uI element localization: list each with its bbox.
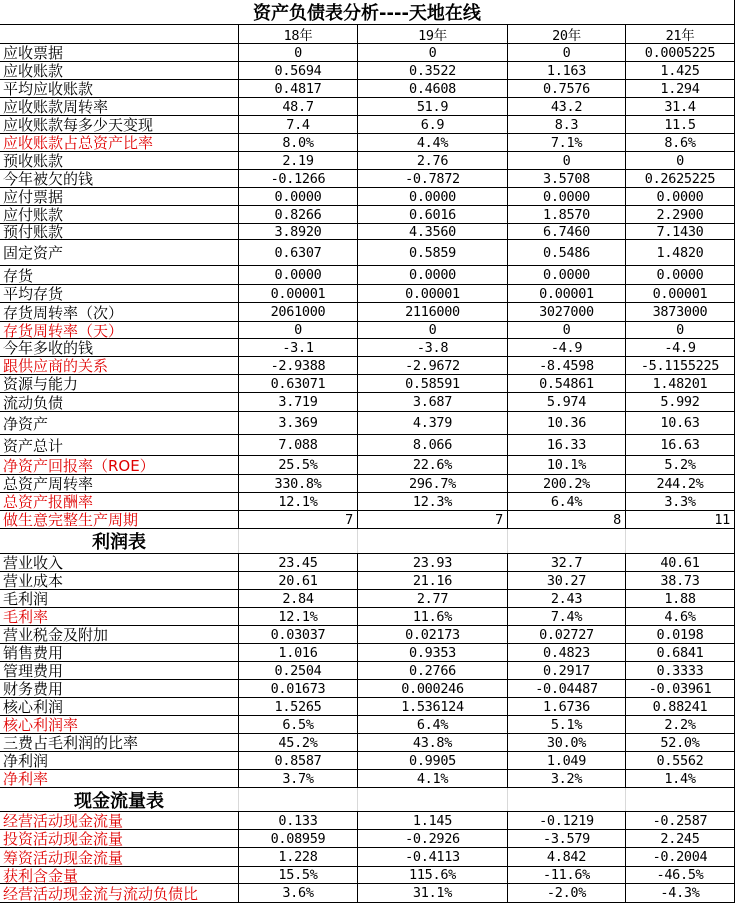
value-cell[interactable]: 51.9: [358, 98, 508, 115]
row-label[interactable]: 投资活动现金流量: [0, 830, 239, 847]
row-label[interactable]: 筹资活动现金流量: [0, 848, 239, 866]
value-cell[interactable]: 1.425: [626, 62, 735, 79]
value-cell[interactable]: 0.133: [239, 812, 358, 829]
value-cell[interactable]: 7: [358, 511, 508, 528]
value-cell[interactable]: -0.03961: [626, 680, 735, 697]
value-cell[interactable]: 0.5562: [626, 752, 735, 769]
row-label[interactable]: 存货周转率（天）: [0, 322, 239, 338]
value-cell[interactable]: 6.7460: [508, 224, 626, 239]
value-cell[interactable]: 21.16: [358, 572, 508, 589]
row-label[interactable]: 管理费用: [0, 662, 239, 679]
value-cell[interactable]: 11.6%: [358, 608, 508, 625]
table-row: [0, 224, 735, 240]
value-cell[interactable]: -5.1155225: [626, 357, 735, 374]
value-cell[interactable]: 1.049: [508, 752, 626, 769]
row-label[interactable]: 资产总计: [0, 435, 239, 455]
value-cell[interactable]: 0.3333: [626, 662, 735, 679]
value-cell[interactable]: 12.1%: [239, 608, 358, 625]
row-label[interactable]: 净利率: [0, 770, 239, 787]
value-cell[interactable]: -0.2926: [358, 830, 508, 847]
row-label[interactable]: 毛利润: [0, 590, 239, 607]
value-cell[interactable]: 16.63: [626, 435, 735, 455]
value-cell[interactable]: 0.0000: [239, 266, 358, 284]
value-cell[interactable]: 0.0000: [358, 188, 508, 205]
value-cell[interactable]: 2.19: [239, 152, 358, 169]
table-row: [0, 303, 735, 322]
value-cell[interactable]: 7.1430: [626, 224, 735, 239]
value-cell[interactable]: 0.08959: [239, 830, 358, 847]
row-label[interactable]: 获利含金量: [0, 867, 239, 883]
value-cell[interactable]: 0.6307: [239, 240, 358, 265]
table-row: [0, 867, 735, 884]
value-cell[interactable]: 10.36: [508, 412, 626, 434]
value-cell[interactable]: 0.8266: [239, 206, 358, 223]
value-cell[interactable]: 1.536124: [358, 698, 508, 715]
value-cell[interactable]: -0.04487: [508, 680, 626, 697]
value-cell[interactable]: 5.974: [508, 393, 626, 411]
value-cell[interactable]: 3.3%: [626, 493, 735, 510]
year-header-3[interactable]: 21年: [626, 25, 735, 43]
empty-cell[interactable]: [358, 788, 508, 811]
table-row: [0, 830, 735, 848]
value-cell[interactable]: 3873000: [626, 303, 735, 321]
value-cell[interactable]: 40.61: [626, 554, 735, 571]
value-cell[interactable]: 1.6736: [508, 698, 626, 715]
table-row: [0, 170, 735, 188]
value-cell[interactable]: 2116000: [358, 303, 508, 321]
value-cell[interactable]: 0.02727: [508, 626, 626, 643]
empty-cell[interactable]: [508, 788, 626, 811]
table-row: [0, 412, 735, 435]
value-cell[interactable]: 0.6016: [358, 206, 508, 223]
row-label[interactable]: 应收账款周转率: [0, 98, 239, 115]
row-label[interactable]: 预付账款: [0, 224, 239, 239]
table-row: [0, 770, 735, 788]
table-row: [0, 572, 735, 590]
header-blank-cell[interactable]: [0, 25, 239, 43]
row-label[interactable]: 净资产: [0, 412, 239, 434]
table-row: [0, 456, 735, 475]
value-cell[interactable]: 2.2900: [626, 206, 735, 223]
section-title[interactable]: 现金流量表: [0, 788, 239, 811]
value-cell[interactable]: 0.5694: [239, 62, 358, 79]
row-label[interactable]: 跟供应商的关系: [0, 357, 239, 374]
table-row: [0, 626, 735, 644]
value-cell[interactable]: 7.1%: [508, 134, 626, 151]
table-row: [0, 44, 735, 62]
value-cell[interactable]: 8.0%: [239, 134, 358, 151]
value-cell[interactable]: 1.5265: [239, 698, 358, 715]
row-label[interactable]: 应付票据: [0, 188, 239, 205]
row-label[interactable]: 应收账款每多少天变现: [0, 116, 239, 133]
value-cell[interactable]: 0.4817: [239, 80, 358, 97]
title-row: [0, 0, 735, 25]
value-cell[interactable]: 0.0000: [239, 188, 358, 205]
value-cell[interactable]: 5.992: [626, 393, 735, 411]
row-label[interactable]: 今年多收的钱: [0, 339, 239, 356]
value-cell[interactable]: 0.2625225: [626, 170, 735, 187]
value-cell[interactable]: 1.8570: [508, 206, 626, 223]
value-cell[interactable]: 7.4%: [508, 608, 626, 625]
value-cell[interactable]: -0.7872: [358, 170, 508, 187]
section-title[interactable]: 利润表: [0, 529, 239, 553]
value-cell[interactable]: 3.2%: [508, 770, 626, 787]
value-cell[interactable]: 4.3560: [358, 224, 508, 239]
value-cell[interactable]: 8.6%: [626, 134, 735, 151]
value-cell[interactable]: 25.5%: [239, 456, 358, 474]
value-cell[interactable]: -4.3%: [626, 884, 735, 902]
table-row: [0, 511, 735, 529]
value-cell[interactable]: 3.719: [239, 393, 358, 411]
value-cell[interactable]: 31.1%: [358, 884, 508, 902]
value-cell[interactable]: -2.9388: [239, 357, 358, 374]
value-cell[interactable]: 1.48201: [626, 375, 735, 392]
row-label[interactable]: 财务费用: [0, 680, 239, 697]
header-row: [0, 25, 735, 44]
value-cell[interactable]: 0.0000: [508, 266, 626, 284]
value-cell[interactable]: 3027000: [508, 303, 626, 321]
value-cell[interactable]: 1.228: [239, 848, 358, 866]
value-cell[interactable]: 0.0000: [626, 266, 735, 284]
table-row: [0, 644, 735, 662]
value-cell[interactable]: -3.1: [239, 339, 358, 356]
empty-cell[interactable]: [626, 529, 735, 553]
value-cell[interactable]: 0.9353: [358, 644, 508, 661]
value-cell[interactable]: 4.842: [508, 848, 626, 866]
row-label[interactable]: 核心利润率: [0, 716, 239, 733]
table-row: [0, 206, 735, 224]
value-cell[interactable]: -3.8: [358, 339, 508, 356]
value-cell[interactable]: 0: [508, 44, 626, 61]
value-cell[interactable]: -4.9: [626, 339, 735, 356]
value-cell[interactable]: 0.9905: [358, 752, 508, 769]
value-cell[interactable]: 2.245: [626, 830, 735, 847]
value-cell[interactable]: 43.2: [508, 98, 626, 115]
table-row: [0, 188, 735, 206]
empty-cell[interactable]: [626, 788, 735, 811]
table-row: [0, 698, 735, 716]
value-cell[interactable]: 0.03037: [239, 626, 358, 643]
table-row: [0, 812, 735, 830]
value-cell[interactable]: 0.3522: [358, 62, 508, 79]
year-header-0[interactable]: 18年: [239, 25, 358, 43]
value-cell[interactable]: -0.4113: [358, 848, 508, 866]
row-label[interactable]: 总资产周转率: [0, 475, 239, 492]
value-cell[interactable]: 296.7%: [358, 475, 508, 492]
table-row: [0, 393, 735, 412]
value-cell[interactable]: -0.2004: [626, 848, 735, 866]
table-row: [0, 680, 735, 698]
table-row: [0, 98, 735, 116]
value-cell[interactable]: 0: [508, 152, 626, 169]
value-cell[interactable]: 10.1%: [508, 456, 626, 474]
value-cell[interactable]: 8.066: [358, 435, 508, 455]
value-cell[interactable]: 0: [626, 322, 735, 338]
year-header-2[interactable]: 20年: [508, 25, 626, 43]
value-cell[interactable]: 2.84: [239, 590, 358, 607]
table-row: [0, 116, 735, 134]
value-cell[interactable]: 0.88241: [626, 698, 735, 715]
value-cell[interactable]: 0: [239, 322, 358, 338]
row-label[interactable]: 总资产报酬率: [0, 493, 239, 510]
value-cell[interactable]: 23.45: [239, 554, 358, 571]
table-row: [0, 662, 735, 680]
value-cell[interactable]: 0.0000: [626, 188, 735, 205]
value-cell[interactable]: 4.379: [358, 412, 508, 434]
table-row: [0, 357, 735, 375]
value-cell[interactable]: -3.579: [508, 830, 626, 847]
row-label[interactable]: 三费占毛利润的比率: [0, 734, 239, 751]
table-row: [0, 339, 735, 357]
row-label[interactable]: 净资产回报率（ROE）: [0, 456, 239, 474]
value-cell[interactable]: 38.73: [626, 572, 735, 589]
section-profit-header: [0, 529, 735, 554]
value-cell[interactable]: -11.6%: [508, 867, 626, 883]
value-cell[interactable]: 0.2504: [239, 662, 358, 679]
value-cell[interactable]: 0.02173: [358, 626, 508, 643]
value-cell[interactable]: 3.7%: [239, 770, 358, 787]
value-cell[interactable]: 15.5%: [239, 867, 358, 883]
value-cell[interactable]: 1.88: [626, 590, 735, 607]
row-label[interactable]: 存货周转率（次）: [0, 303, 239, 321]
value-cell[interactable]: 3.5708: [508, 170, 626, 187]
value-cell[interactable]: 12.1%: [239, 493, 358, 510]
table-row: [0, 152, 735, 170]
empty-cell[interactable]: [358, 529, 508, 553]
value-cell[interactable]: 10.63: [626, 412, 735, 434]
value-cell[interactable]: 30.0%: [508, 734, 626, 751]
table-row: [0, 608, 735, 626]
value-cell[interactable]: 0.5486: [508, 240, 626, 265]
value-cell[interactable]: 23.93: [358, 554, 508, 571]
value-cell[interactable]: 0.58591: [358, 375, 508, 392]
value-cell[interactable]: 43.8%: [358, 734, 508, 751]
value-cell[interactable]: 0.4608: [358, 80, 508, 97]
value-cell[interactable]: 0.00001: [358, 285, 508, 302]
value-cell[interactable]: 0.5859: [358, 240, 508, 265]
value-cell[interactable]: 11.5: [626, 116, 735, 133]
value-cell[interactable]: -0.1219: [508, 812, 626, 829]
value-cell[interactable]: 0.0005225: [626, 44, 735, 61]
row-label[interactable]: 资源与能力: [0, 375, 239, 392]
table-row: [0, 734, 735, 752]
value-cell[interactable]: 0.0198: [626, 626, 735, 643]
row-label[interactable]: 应收账款占总资产比率: [0, 134, 239, 151]
row-label[interactable]: 经营活动现金流量: [0, 812, 239, 829]
value-cell[interactable]: 5.2%: [626, 456, 735, 474]
value-cell[interactable]: 330.8%: [239, 475, 358, 492]
table-row: [0, 884, 735, 903]
value-cell[interactable]: -8.4598: [508, 357, 626, 374]
value-cell[interactable]: 4.6%: [626, 608, 735, 625]
value-cell[interactable]: -46.5%: [626, 867, 735, 883]
empty-cell[interactable]: [239, 788, 358, 811]
value-cell[interactable]: 115.6%: [358, 867, 508, 883]
value-cell[interactable]: -4.9: [508, 339, 626, 356]
value-cell[interactable]: 20.61: [239, 572, 358, 589]
row-label[interactable]: 应付账款: [0, 206, 239, 223]
value-cell[interactable]: 11: [626, 511, 735, 528]
value-cell[interactable]: 8.3: [508, 116, 626, 133]
value-cell[interactable]: 0.01673: [239, 680, 358, 697]
value-cell[interactable]: 4.1%: [358, 770, 508, 787]
value-cell[interactable]: 7: [239, 511, 358, 528]
value-cell[interactable]: 0: [508, 322, 626, 338]
row-label[interactable]: 今年被欠的钱: [0, 170, 239, 187]
table-row: [0, 266, 735, 285]
value-cell[interactable]: 6.4%: [508, 493, 626, 510]
value-cell[interactable]: 22.6%: [358, 456, 508, 474]
value-cell[interactable]: 2.43: [508, 590, 626, 607]
value-cell[interactable]: 30.27: [508, 572, 626, 589]
table-row: [0, 435, 735, 456]
section-cashflow-header: [0, 788, 735, 812]
value-cell[interactable]: 3.8920: [239, 224, 358, 239]
value-cell[interactable]: 7.4: [239, 116, 358, 133]
year-header-1[interactable]: 19年: [358, 25, 508, 43]
row-label[interactable]: 经营活动现金流与流动负债比: [0, 884, 239, 902]
row-label[interactable]: 固定资产: [0, 240, 239, 265]
value-cell[interactable]: 52.0%: [626, 734, 735, 751]
value-cell[interactable]: 7.088: [239, 435, 358, 455]
value-cell[interactable]: 0.00001: [239, 285, 358, 302]
row-label[interactable]: 营业税金及附加: [0, 626, 239, 643]
table-row: [0, 848, 735, 867]
value-cell[interactable]: 0.54861: [508, 375, 626, 392]
table-row: [0, 240, 735, 266]
value-cell[interactable]: 2.76: [358, 152, 508, 169]
row-label[interactable]: 流动负债: [0, 393, 239, 411]
value-cell[interactable]: 3.687: [358, 393, 508, 411]
value-cell[interactable]: 45.2%: [239, 734, 358, 751]
row-label[interactable]: 平均存货: [0, 285, 239, 302]
value-cell[interactable]: 0.7576: [508, 80, 626, 97]
value-cell[interactable]: 12.3%: [358, 493, 508, 510]
value-cell[interactable]: 2.77: [358, 590, 508, 607]
value-cell[interactable]: 0.6841: [626, 644, 735, 661]
row-label[interactable]: 应收账款: [0, 62, 239, 79]
row-label[interactable]: 存货: [0, 266, 239, 284]
row-label[interactable]: 营业收入: [0, 554, 239, 571]
value-cell[interactable]: 0.00001: [508, 285, 626, 302]
table-row: [0, 375, 735, 393]
value-cell[interactable]: 0.2917: [508, 662, 626, 679]
value-cell[interactable]: 6.9: [358, 116, 508, 133]
value-cell[interactable]: 2.2%: [626, 716, 735, 733]
row-label[interactable]: 应收票据: [0, 44, 239, 61]
value-cell[interactable]: 0.0000: [508, 188, 626, 205]
value-cell[interactable]: -0.1266: [239, 170, 358, 187]
value-cell[interactable]: 0: [626, 152, 735, 169]
row-label[interactable]: 营业成本: [0, 572, 239, 589]
value-cell[interactable]: 4.4%: [358, 134, 508, 151]
row-label[interactable]: 毛利率: [0, 608, 239, 625]
value-cell[interactable]: 200.2%: [508, 475, 626, 492]
value-cell[interactable]: 0.4823: [508, 644, 626, 661]
value-cell[interactable]: 16.33: [508, 435, 626, 455]
value-cell[interactable]: -0.2587: [626, 812, 735, 829]
table-row: [0, 590, 735, 608]
empty-cell[interactable]: [508, 529, 626, 553]
row-label[interactable]: 预收账款: [0, 152, 239, 169]
table-row: [0, 80, 735, 98]
row-label[interactable]: 平均应收账款: [0, 80, 239, 97]
value-cell[interactable]: 0.00001: [626, 285, 735, 302]
table-row: [0, 62, 735, 80]
value-cell[interactable]: 1.163: [508, 62, 626, 79]
table-row: [0, 554, 735, 572]
value-cell[interactable]: -2.0%: [508, 884, 626, 902]
table-row: [0, 322, 735, 339]
value-cell[interactable]: 0: [358, 44, 508, 61]
row-label[interactable]: 核心利润: [0, 698, 239, 715]
value-cell[interactable]: 0.8587: [239, 752, 358, 769]
value-cell[interactable]: 32.7: [508, 554, 626, 571]
value-cell[interactable]: 0: [239, 44, 358, 61]
table-row: [0, 285, 735, 303]
value-cell[interactable]: 1.145: [358, 812, 508, 829]
value-cell[interactable]: 6.5%: [239, 716, 358, 733]
value-cell[interactable]: 1.4%: [626, 770, 735, 787]
table-row: [0, 752, 735, 770]
sheet-title[interactable]: 资产负债表分析----天地在线: [0, 0, 735, 24]
value-cell[interactable]: -2.9672: [358, 357, 508, 374]
value-cell[interactable]: 0.000246: [358, 680, 508, 697]
value-cell[interactable]: 5.1%: [508, 716, 626, 733]
value-cell[interactable]: 8: [508, 511, 626, 528]
empty-cell[interactable]: [239, 529, 358, 553]
value-cell[interactable]: 1.294: [626, 80, 735, 97]
value-cell[interactable]: 0.0000: [358, 266, 508, 284]
value-cell[interactable]: 6.4%: [358, 716, 508, 733]
value-cell[interactable]: 1.016: [239, 644, 358, 661]
value-cell[interactable]: 0: [358, 322, 508, 338]
value-cell[interactable]: 48.7: [239, 98, 358, 115]
value-cell[interactable]: 3.6%: [239, 884, 358, 902]
value-cell[interactable]: 0.2766: [358, 662, 508, 679]
value-cell[interactable]: 0.63071: [239, 375, 358, 392]
value-cell[interactable]: 1.4820: [626, 240, 735, 265]
table-row: [0, 134, 735, 152]
value-cell[interactable]: 2061000: [239, 303, 358, 321]
row-label[interactable]: 净利润: [0, 752, 239, 769]
table-row: [0, 493, 735, 511]
row-label[interactable]: 做生意完整生产周期: [0, 511, 239, 528]
table-row: [0, 475, 735, 493]
row-label[interactable]: 销售费用: [0, 644, 239, 661]
value-cell[interactable]: 31.4: [626, 98, 735, 115]
value-cell[interactable]: 3.369: [239, 412, 358, 434]
table-row: [0, 716, 735, 734]
value-cell[interactable]: 244.2%: [626, 475, 735, 492]
